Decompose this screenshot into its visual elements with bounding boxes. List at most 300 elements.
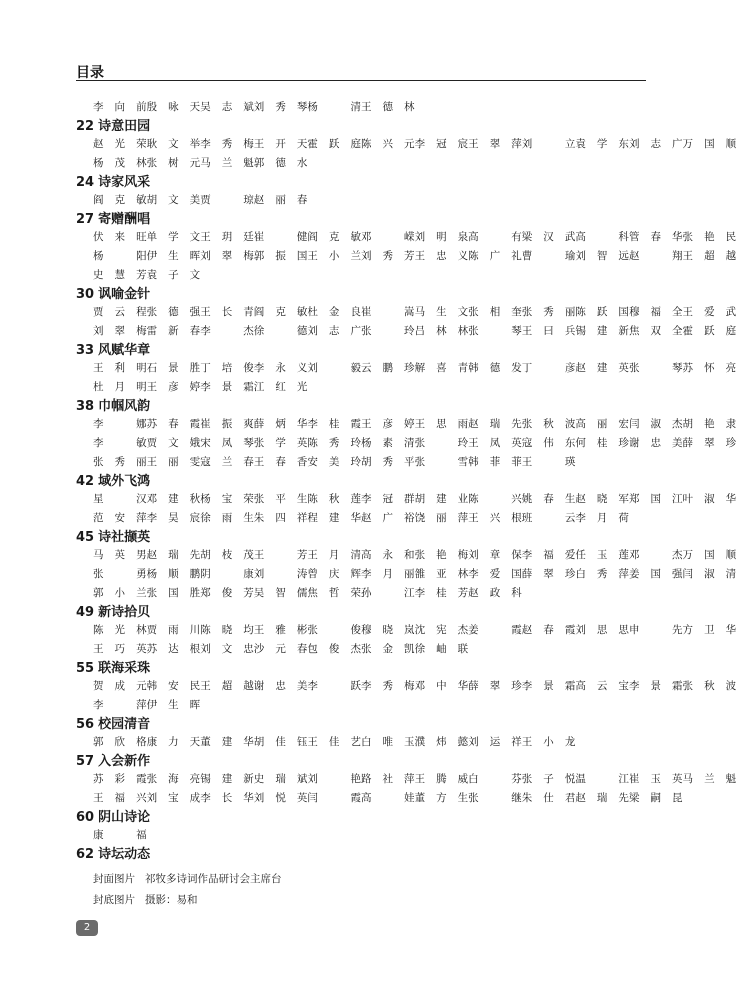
author-name: 杨 阳 (93, 250, 147, 262)
author-row (93, 770, 736, 789)
author-name: 郑俊芳 (200, 587, 254, 599)
author-name: 万国顺 (682, 549, 736, 561)
author-name: 管春华 (628, 231, 683, 243)
section-title[interactable] (76, 286, 656, 303)
author-row (93, 303, 736, 322)
author-name: 李长华 (200, 792, 254, 804)
author-name: 陈跃国 (575, 306, 629, 318)
author-name: 苏春霞 (146, 418, 201, 430)
author-name: 胡建业 (414, 493, 469, 505)
author-name: 刘 毅 (307, 362, 361, 374)
author-name: 马兰魁 (200, 157, 254, 169)
author-name: 班 云 (521, 512, 576, 524)
author-name: 康 福 (93, 829, 147, 841)
section-title[interactable] (76, 174, 656, 191)
author-name: 姚春生 (521, 493, 576, 505)
author-name: 刘智远 (575, 250, 629, 262)
author-name: 刘思思 (575, 624, 629, 636)
author-name: 星 汉 (93, 493, 147, 505)
section-heading: 阴山诗论 (98, 810, 151, 825)
section-page-number: 30 (76, 287, 95, 302)
author-name: 谢忠美 (628, 437, 683, 449)
author-name: 张秀丽 (521, 306, 576, 318)
author-name: 王忠义 (414, 250, 469, 262)
author-name: 苏达根 (146, 643, 201, 655)
author-name: 申 先 (628, 624, 683, 636)
author-name: 崔振爽 (200, 418, 254, 430)
author-name: 何桂珍 (575, 437, 629, 449)
author-name: 李秀梅 (200, 138, 254, 150)
author-name: 丁培俊 (200, 362, 254, 374)
author-row (93, 378, 656, 397)
credit-text: 祁牧多诗词作品研讨会主席台 (145, 873, 282, 885)
author-name: 陈秋莲 (307, 493, 361, 505)
section-authors (93, 546, 736, 603)
author-name: 郭德水 (253, 157, 308, 169)
section-page-number: 27 (76, 212, 95, 227)
author-name: 吕林林 (414, 325, 469, 337)
section-page-number: 56 (76, 717, 95, 732)
author-name: 张 勇 (93, 568, 147, 580)
author-row (93, 415, 736, 434)
author-name: 王玥廷 (200, 231, 254, 243)
author-name: 王腾威 (414, 773, 469, 785)
author-name: 袁子文 (146, 269, 201, 281)
author-row (93, 789, 683, 808)
author-name: 李向前 (93, 101, 147, 113)
author-name: 石景胜 (146, 362, 201, 374)
author-name: 李月荷 (575, 512, 629, 524)
author-name: 李 娜 (93, 418, 147, 430)
section-page-number: 22 (76, 119, 95, 134)
author-name: 路社萍 (360, 773, 415, 785)
section-page-number: 60 (76, 810, 95, 825)
author-name: 沙元春 (253, 643, 308, 655)
author-name: 单学文 (146, 231, 201, 243)
author-name: 王凤英 (468, 437, 522, 449)
credit-label: 封底图片 (93, 894, 135, 906)
section-page-number: 42 (76, 474, 95, 489)
section-authors (93, 135, 736, 173)
section-heading: 诗家风采 (98, 175, 151, 190)
author-name: 王巧英 (93, 643, 147, 655)
back-cover-credit (93, 890, 656, 911)
author-name: 董建华 (200, 736, 254, 748)
section-title[interactable] (76, 660, 656, 677)
author-name: 王 芳 (253, 549, 308, 561)
section-page-number: 57 (76, 754, 95, 769)
author-name: 陈晓均 (200, 624, 254, 636)
author-name: 王彦婷 (360, 418, 415, 430)
author-name: 赵瑞先 (146, 549, 201, 561)
author-name: 范安萍 (93, 512, 147, 524)
author-row (93, 509, 656, 528)
section-page-number: 62 (76, 847, 95, 862)
section-title[interactable] (76, 398, 656, 415)
author-row (93, 434, 736, 453)
author-name: 张秋波 (682, 680, 736, 692)
author-row (93, 453, 656, 472)
author-name: 闫淑清 (682, 568, 736, 580)
cover-credit (93, 869, 656, 890)
author-name: 赵 翔 (628, 250, 683, 262)
author-name: 白 芬 (468, 773, 522, 785)
author-name: 马生文 (414, 306, 469, 318)
author-name: 郑国江 (628, 493, 683, 505)
author-name: 崔 健 (253, 231, 308, 243)
author-name: 云鹏珍 (360, 362, 415, 374)
author-name: 赵瑞先 (468, 418, 522, 430)
author-name: 吴志斌 (200, 101, 254, 113)
author-name: 王丽雯 (146, 456, 201, 468)
author-name: 张 琴 (468, 325, 522, 337)
author-name: 董方生 (414, 792, 469, 804)
author-name: 姜国强 (628, 568, 683, 580)
author-name: 李景霜 (628, 680, 683, 692)
author-name: 张艳民 (682, 231, 736, 243)
author-name: 韩安民 (146, 680, 201, 692)
author-row (93, 359, 736, 378)
author-name: 张艳梅 (414, 549, 469, 561)
author-name: 霍跃庭 (307, 138, 361, 150)
author-name: 郭振国 (253, 250, 308, 262)
section-heading: 诗坛动态 (98, 847, 151, 862)
section-title[interactable] (76, 529, 656, 546)
author-name: 陈兴元 (360, 138, 415, 150)
author-name: 阎克敏 (307, 231, 361, 243)
author-name: 宋凤琴 (200, 437, 254, 449)
author-name: 张海亮 (146, 773, 201, 785)
author-name: 贾云程 (93, 306, 147, 318)
author-name: 苏彩霞 (93, 773, 147, 785)
section-authors (93, 303, 736, 341)
section-heading: 域外飞鸿 (98, 474, 151, 489)
author-name: 刘文忠 (200, 643, 254, 655)
author-name: 雒亚林 (414, 568, 469, 580)
author-name: 郭欣格 (93, 736, 147, 748)
author-name: 闫 霞 (307, 792, 361, 804)
author-name: 刘翠梅 (200, 250, 254, 262)
author-name: 闫淑杰 (628, 418, 683, 430)
section-heading: 校园清音 (98, 717, 151, 732)
author-row (93, 191, 656, 210)
author-name: 伊生晖 (146, 699, 201, 711)
author-name: 苏怀亮 (682, 362, 736, 374)
author-name: 王长青 (200, 306, 254, 318)
author-name: 王翠萍 (468, 138, 522, 150)
author-name: 杜金良 (307, 306, 361, 318)
author-name: 史瑞斌 (253, 773, 308, 785)
author-name: 李 萍 (93, 699, 147, 711)
header-divider (76, 80, 646, 81)
author-name: 雷新春 (146, 325, 201, 337)
author-name: 丁 彦 (521, 362, 576, 374)
author-name: 曾庆辉 (307, 568, 361, 580)
author-name: 王开天 (253, 138, 308, 150)
author-name: 刘秀琴 (253, 101, 308, 113)
author-name: 赵政科 (468, 587, 522, 599)
author-name: 李永义 (253, 362, 308, 374)
author-name: 高丽宏 (575, 418, 629, 430)
author-name: 张 俊 (307, 624, 361, 636)
author-name: 伊生晖 (146, 250, 201, 262)
section-authors (93, 770, 736, 808)
author-name: 李秀梅 (360, 680, 415, 692)
author-name: 李桂霞 (307, 418, 361, 430)
author-name: 温 江 (575, 773, 629, 785)
author-row (93, 135, 736, 154)
section-title[interactable] (76, 604, 656, 621)
author-name: 王春香 (253, 456, 308, 468)
author-name: 任玉莲 (575, 549, 629, 561)
section-heading: 新诗拾贝 (98, 605, 151, 620)
author-name: 刘 立 (521, 138, 576, 150)
author-name: 刘宝成 (146, 792, 201, 804)
author-name: 张金凯 (360, 643, 415, 655)
author-name: 崔 嵩 (360, 306, 415, 318)
author-row (93, 677, 736, 696)
author-name: 吴智儒 (253, 587, 308, 599)
lead-names-row (93, 98, 656, 117)
credit-label: 封面图片 (93, 873, 135, 885)
author-name: 张 雪 (414, 456, 469, 468)
author-name: 张秀丽 (93, 456, 147, 468)
author-name: 韩菲菲 (468, 456, 522, 468)
section-title[interactable] (76, 846, 656, 863)
section-authors (93, 490, 736, 528)
author-name: 赵瑞先 (575, 792, 629, 804)
author-name: 阎克敏 (93, 194, 147, 206)
author-name: 袁学东 (575, 138, 629, 150)
author-name: 李福爱 (521, 549, 576, 561)
author-name: 徐 德 (253, 325, 308, 337)
section-authors (93, 415, 736, 472)
author-name: 王福兴 (93, 792, 147, 804)
section-title[interactable] (76, 753, 656, 770)
author-name: 李桂芳 (414, 587, 469, 599)
author-name: 安美玲 (307, 456, 361, 468)
author-name: 王兴根 (468, 512, 522, 524)
author-name: 史慧芳 (93, 269, 147, 281)
author-name: 邓 杰 (628, 549, 683, 561)
section-page-number: 24 (76, 175, 95, 190)
section-title[interactable] (76, 118, 656, 135)
author-name: 李昊宸 (146, 512, 201, 524)
author-name: 李冠群 (360, 493, 415, 505)
section-page-number: 45 (76, 530, 95, 545)
author-name: 耿文举 (146, 138, 201, 150)
section-heading: 入会新作 (98, 754, 151, 769)
author-row (93, 826, 656, 845)
author-name: 高永和 (360, 549, 415, 561)
author-name: 曹 瑜 (521, 250, 576, 262)
author-name: 邓 嵘 (360, 231, 415, 243)
author-name: 沈宪杰 (414, 624, 469, 636)
author-name: 王曰兵 (521, 325, 576, 337)
author-name: 焦双全 (628, 325, 683, 337)
author-name: 马兰魁 (682, 773, 736, 785)
author-name: 白秀萍 (575, 568, 629, 580)
author-row (93, 621, 736, 640)
section-page-number: 33 (76, 343, 95, 358)
author-name: 贾雨川 (146, 624, 201, 636)
author-name: 张学英 (253, 437, 308, 449)
section-heading: 风赋华章 (98, 343, 151, 358)
author-name: 薛翠珍 (682, 437, 736, 449)
author-name: 邓中华 (414, 680, 469, 692)
author-name: 王小龙 (521, 736, 576, 748)
author-name: 刘 涛 (253, 568, 308, 580)
author-name: 李月丽 (360, 568, 415, 580)
author-name: 刘 艳 (307, 773, 361, 785)
author-name: 殷咏天 (146, 101, 201, 113)
author-name: 杜月明 (93, 381, 147, 393)
author-name: 徐雨生 (200, 512, 254, 524)
author-name: 薛炳华 (253, 418, 308, 430)
author-name: 赵广裕 (360, 512, 415, 524)
author-name: 梁汉武 (521, 231, 576, 243)
author-name: 薛翠珍 (468, 680, 522, 692)
author-name: 贾 琼 (200, 194, 254, 206)
author-name: 万国顺 (682, 138, 736, 150)
author-row (93, 696, 656, 715)
author-name: 韩德发 (468, 362, 522, 374)
author-name: 锡建新 (200, 773, 254, 785)
section-authors (93, 826, 656, 845)
author-name: 贺成元 (93, 680, 147, 692)
author-name: 张 玲 (360, 325, 415, 337)
author-name: 刘章保 (468, 549, 522, 561)
author-name: 张秋波 (521, 418, 576, 430)
author-name: 刘运祥 (468, 736, 522, 748)
author-row (93, 490, 736, 509)
author-name: 解喜青 (414, 362, 469, 374)
credit-text: 摄影：易和 (145, 894, 198, 906)
author-name: 李爱国 (468, 568, 522, 580)
author-name: 胡枝茂 (200, 549, 254, 561)
section-heading: 寄赠酬唱 (98, 212, 151, 227)
author-name: 王超越 (682, 250, 736, 262)
author-name: 焦哲荣 (307, 587, 361, 599)
author-row (93, 546, 736, 565)
author-name: 张国胜 (146, 587, 201, 599)
author-name: 包俊杰 (307, 643, 361, 655)
section-page-number: 55 (76, 661, 95, 676)
author-name: 王佳艺 (307, 736, 361, 748)
author-name: 白唯玉 (360, 736, 415, 748)
author-name: 刘明泉 (414, 231, 469, 243)
author-name: 杨素清 (360, 437, 415, 449)
author-name: 饶丽萍 (414, 512, 469, 524)
section-title[interactable] (76, 342, 656, 359)
author-name: 赵春霞 (521, 624, 576, 636)
author-row (93, 247, 736, 266)
author-name: 濮炜懿 (414, 736, 469, 748)
author-name: 杨顺鹏 (146, 568, 201, 580)
author-name: 赵建英 (575, 362, 629, 374)
author-name: 霍跃庭 (682, 325, 736, 337)
author-name: 锡建新 (575, 325, 629, 337)
author-name: 王爱武 (682, 306, 736, 318)
section-title[interactable] (76, 211, 656, 228)
author-name: 伏来旺 (93, 231, 147, 243)
author-name: 梁嗣昆 (628, 792, 683, 804)
section-authors (93, 733, 656, 752)
section-heading: 讽喻金针 (98, 287, 151, 302)
author-name: 胡秀平 (360, 456, 415, 468)
author-name: 王超越 (200, 680, 254, 692)
author-name: 王思雨 (414, 418, 469, 430)
section-title[interactable] (76, 809, 656, 826)
author-name: 程建华 (307, 512, 361, 524)
author-name: 刘悦英 (253, 792, 308, 804)
author-name: 王小兰 (307, 250, 361, 262)
author-name: 叶淑华 (682, 493, 736, 505)
author-name: 刘秀芳 (360, 250, 415, 262)
section-authors (93, 677, 736, 715)
section-heading: 巾帼风韵 (98, 399, 151, 414)
author-name: 薛翠珍 (521, 568, 576, 580)
author-name: 陈光林 (93, 624, 147, 636)
section-authors (93, 621, 736, 659)
author-name: 贾文娥 (146, 437, 201, 449)
author-name: 寇伟东 (521, 437, 576, 449)
author-row (93, 565, 736, 584)
section-title[interactable] (76, 473, 656, 490)
author-name: 江红光 (253, 381, 308, 393)
author-name: 刘志广 (628, 138, 683, 150)
author-name: 郭小兰 (93, 587, 147, 599)
author-name: 朱仕君 (521, 792, 576, 804)
author-name: 徐岫联 (414, 643, 469, 655)
author-name: 张 琴 (628, 362, 683, 374)
table-of-contents (76, 98, 736, 911)
section-heading: 诗意田园 (98, 119, 151, 134)
author-row (93, 640, 656, 659)
toc-header-title: 目录 (76, 65, 104, 81)
image-credits (93, 869, 656, 911)
author-name: 李 敏 (93, 437, 147, 449)
section-authors (93, 228, 736, 285)
section-authors (93, 191, 656, 210)
author-name: 张 继 (468, 792, 522, 804)
author-name: 赵丽春 (253, 194, 308, 206)
section-heading: 诗社撷英 (98, 530, 151, 545)
author-name: 高 有 (468, 231, 522, 243)
author-name: 刘志广 (307, 325, 361, 337)
author-name: 姜 霞 (468, 624, 522, 636)
author-name: 崔玉英 (628, 773, 683, 785)
author-name: 王 瑛 (521, 456, 576, 468)
author-name: 高 娃 (360, 792, 415, 804)
author-name: 朱四祥 (253, 512, 308, 524)
author-name: 寇兰春 (200, 456, 254, 468)
section-page-number: 49 (76, 605, 95, 620)
toc-sections (76, 118, 736, 863)
page-number-badge: 2 (76, 920, 98, 936)
author-name: 穆福全 (628, 306, 683, 318)
author-name: 孙 江 (360, 587, 415, 599)
author-row (93, 584, 656, 603)
author-row (93, 322, 736, 341)
author-name: 穆晓岚 (360, 624, 415, 636)
author-row (93, 733, 656, 752)
author-name: 杨 清 (307, 101, 361, 113)
section-title[interactable] (76, 716, 656, 733)
author-name: 高 科 (575, 231, 629, 243)
author-name: 李景霜 (521, 680, 576, 692)
author-name: 李景霜 (200, 381, 254, 393)
